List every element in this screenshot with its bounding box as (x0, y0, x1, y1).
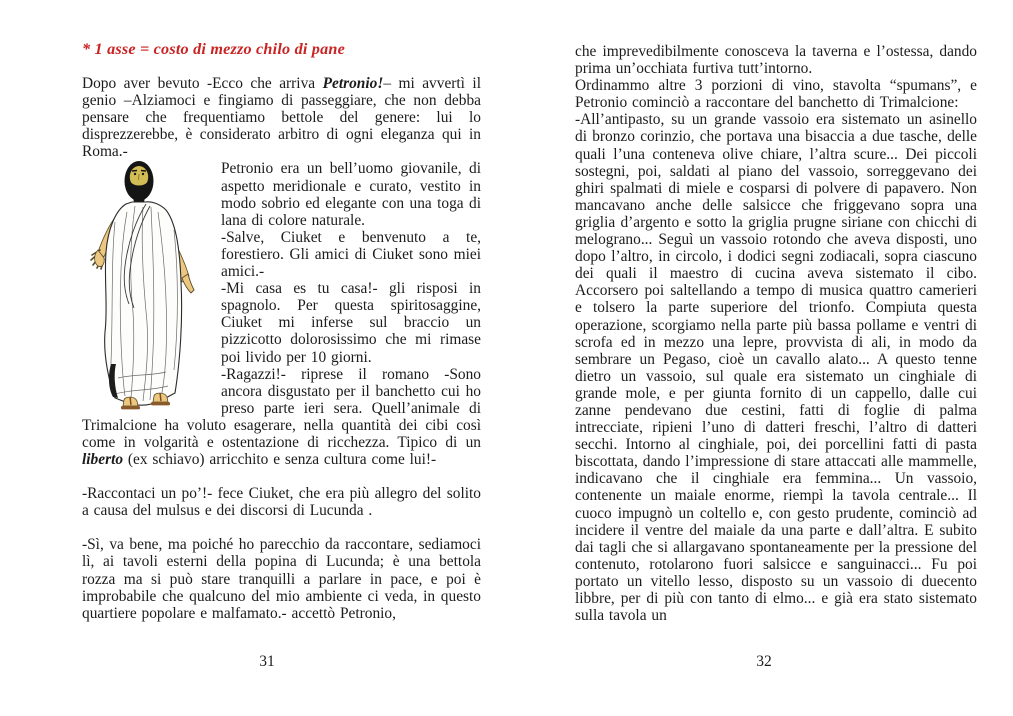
text-run: che imprevedibilmente conosceva la taverna e l’ostessa, dando prima un’occhiata furtiva tutt’intorno. (575, 43, 977, 78)
paragraph-intro (82, 75, 481, 160)
text-run: Dopo aver bevuto -Ecco che arriva (82, 75, 323, 92)
petronio-toga-drawing (90, 160, 210, 413)
text-run: -Salve, Ciuket e benvenuto a te, forestiero. Gli amici di Ciuket sono miei amici.- (221, 228, 481, 281)
paragraph-antipasto (575, 111, 977, 624)
text-run: -Raccontaci un po’!- fece Ciuket, che era più allegro del solito a causa del mulsus e dei discorsi di Lucunda . (82, 485, 481, 520)
footnote-asse: * 1 asse = costo di mezzo chilo di pane (82, 40, 345, 58)
text-run: – mi avvertì il genio –Alziamoci e fingiamo di passeggiare, che non debba pensare che frequentiamo bettole del genere: lui lo disprezzerebbe, è considerato arbitro di ogni eleganza qui in Roma.- (82, 75, 481, 161)
text-run: -Mi casa es tu casa!- gli risposi in spagnolo. Per questa spiritosaggine, Ciuket mi inferse sul braccio un pizzicotto dolorosissimo che mi rimase poi livido per 10 giorni. (221, 280, 481, 366)
text-run: -Ragazzi!- riprese il romano -Sono ancora disgustato per il banchetto cui ho preso parte ieri sera. Quell’animale di Trimalcione ha voluto esagerare, nella quantità dei cibi così come in volgarità e ostentazione di ricchezza. Tipico di un (82, 365, 481, 451)
emphasized-text: Petronio! (322, 75, 384, 92)
page-number-left: 31 (259, 653, 275, 670)
text-run: (ex schiavo) arricchito e senza cultura come lui!- (123, 451, 437, 469)
text-run: Petronio era un bell’uomo giovanile, di aspetto meridionale e curato, vestito in modo sobrio ed elegante con una toga di lana di colore naturale. (221, 160, 481, 229)
paragraph-raccontaci (82, 485, 481, 519)
right-page (575, 43, 977, 624)
paragraph-ordinammo (575, 77, 977, 111)
left-page (82, 40, 481, 622)
page-number-right: 32 (756, 653, 772, 670)
emphasized-text: liberto (82, 451, 124, 469)
paragraph-taverna (575, 43, 977, 77)
paragraph-si-va-bene (82, 536, 481, 621)
petronio-illustration (82, 160, 221, 413)
text-run: -Sì, va bene, ma poiché ho parecchio da raccontare, sediamoci lì, ai tavoli esterni della popina di Lucunda; è una bettola rozza ma si può stare tranquilli a parlare in pace, e poi è improbabile che qualcuno del mio ambiente ci veda, in questo quartiere popolare e malfamato.- accettò Petronio, (82, 536, 481, 622)
text-run: Ordinammo altre 3 porzioni di vino, stavolta “spumans”, e Petronio cominciò a raccontare del banchetto di Trimalcione: (575, 77, 977, 112)
text-run: -All’antipasto, su un grande vassoio era sistemato un asinello di bronzo corinzio, che portava una bisaccia a due tasche, delle quali l’una conteneva olive chiare, l’altra scure... Dei piccoli sostegni, poi, saldati al piano del vassoio, sorreggevano dei ghiri spalmati di miele e cosparsi di polvere di papavero. Non mancavano anche delle salsicce che friggevano sopra una griglia d’argento e sotto la griglia prugne siriane con chicchi di melograno... Seguì un vassoio rotondo che aveva disposti, uno dopo l’altro, in circolo, i dodici segni zodiacali, sopra ciascuno dei quali il maestro di cucina aveva sistemato il cibo. Accorsero poi saltellando a tempo di musica quattro camerieri e tolsero la parte superiore del trionfo. Compiuta questa operazione, scorgiamo nella parte più bassa pollame e ventri di scrofa ed in mezzo una lepre, provvista di ali, in modo da sembrare un Pegaso, cioè un cavallo alato... A questo tenne dietro un vassoio, sul quale era sistemato un cinghiale di grande mole, e per giunta fornito di un cappello, dalle cui zanne pendevano due cestini, fatti di foglie di palma intrecciate, ripieni l’uno di datteri freschi, l’altro di datteri secchi. Intorno al cinghiale, poi, dei porcellini fatti di pasta biscottata, dando l’impressione di stare attaccati alle mammelle, indicavano che il cinghiale era femmina... Un vassoio, contenente un maiale enorme, riempì la tavola centrale... Il cuoco impugnò un coltello e, con gesto prudente, cominciò ad incidere il ventre del maiale da una parte e dall’altra. E subito dai tagli che si allargavano spontaneamente per la pressione del contenuto, rotolarono fuori salsicce e sanguinacci... Fu poi portato un vitello lesso, disposto su un vassoio di duecento libbre, per di più con tanto di elmo... e già era stato sistemato sulla tavola un (575, 111, 977, 625)
